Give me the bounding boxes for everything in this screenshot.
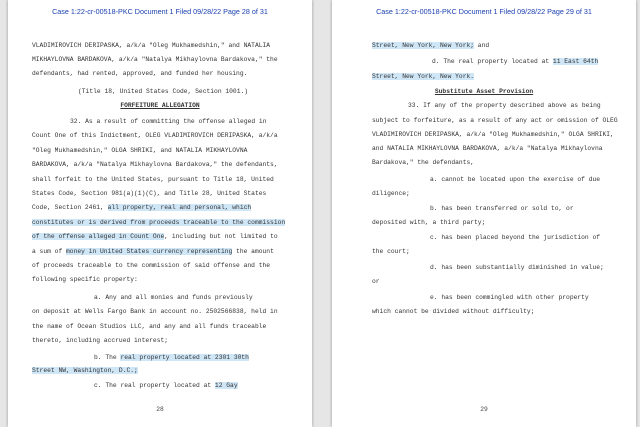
text-line: [332, 88, 636, 96]
text-line: [430, 234, 600, 242]
text-line: [430, 176, 600, 184]
highlighted-text: Street, New York, New York.: [372, 73, 475, 80]
line-text: subject to forfeiture, as a result of any act or omission of OLEG: [372, 117, 618, 124]
page-number: 29: [480, 406, 488, 413]
text-line: [372, 219, 485, 227]
line-text: the name of Ocean Studios LLC, and any and all funds traceable: [32, 323, 267, 330]
highlighted-text: 11 East 64th: [552, 58, 599, 65]
line-text: on deposit at Wells Fargo Bank in account no. 2502566838, held in: [32, 308, 278, 315]
highlighted-text: 12 Gay: [214, 382, 238, 389]
page-header: Case 1:22-cr-00518-PKC Document 1 Filed 09/28/22 Page 28 of 31: [52, 7, 268, 16]
text-line: [372, 145, 603, 153]
line-text: of proceeds traceable to the commission of said offense and the: [32, 262, 271, 269]
line-text: "Oleg Mukhamedshin," OLGA SHRIKI, and NATALIA MIKHAYLOVNA: [32, 147, 248, 154]
page-header: Case 1:22-cr-00518-PKC Document 1 Filed 09/28/22 Page 29 of 31: [376, 7, 592, 16]
line-text: (Title 18, United States Code, Section 1001.): [78, 88, 249, 95]
text-line: [32, 161, 278, 169]
text-line: [32, 204, 251, 212]
line-text: and NATALIA MIKHAYLOVNA BARDAKOVA, a/k/a "Natalya Mikhaylovna: [372, 145, 603, 152]
line-text: and: [474, 42, 490, 49]
text-line: [32, 132, 278, 140]
document-page-28: [8, 0, 312, 427]
text-line: [32, 56, 278, 64]
line-text: d. The real property located at: [432, 58, 553, 65]
text-line: [430, 294, 589, 302]
text-line: [372, 117, 618, 125]
text-line: [70, 118, 267, 126]
text-line: [8, 102, 312, 110]
text-line: [432, 58, 598, 66]
line-text: Count One of this Indictment, OLEG VLADIMIROVICH DERIPASKA, a/k/a: [32, 132, 278, 139]
line-text: VLADIMIROVICH DERIPASKA, a/k/a "Oleg Mukhamedshin," and NATALIA: [32, 42, 271, 49]
highlighted-text: real property located at 2301 30th: [120, 354, 249, 361]
line-text: e. has been commingled with other property: [430, 294, 589, 301]
line-text: 32. As a result of committing the offense alleged in: [70, 118, 267, 125]
line-text: the court;: [372, 248, 410, 255]
text-line: [372, 248, 410, 256]
highlighted-text: all property, real and personal, which: [107, 204, 252, 211]
text-line: [32, 276, 138, 284]
text-line: [32, 176, 274, 184]
line-text: the amount: [232, 248, 274, 255]
line-text: BARDAKOVA, a/k/a "Natalya Mikhaylovna Bardakova," the defendants,: [32, 161, 278, 168]
text-line: [408, 102, 601, 110]
line-text: 33. If any of the property described above as being: [408, 102, 601, 109]
line-text: shall forfeit to the United States, pursuant to Title 18, United: [32, 176, 274, 183]
line-text: VLADIMIROVICH DERIPASKA, a/k/a "Oleg Mukhamedshin," OLGA SHRIKI,: [372, 131, 614, 138]
text-line: [372, 278, 380, 286]
text-line: [372, 308, 535, 316]
text-line: [430, 205, 574, 213]
text-line: [32, 262, 270, 270]
line-text: b. The: [94, 354, 121, 361]
text-line: [94, 354, 249, 362]
line-text: a sum of: [32, 248, 67, 255]
line-text: Substitute Asset Provision: [434, 88, 534, 95]
line-text: following specific property:: [32, 276, 138, 283]
text-line: [32, 367, 138, 375]
line-text: FORFEITURE ALLEGATION: [120, 102, 200, 109]
line-text: b. has been transferred or sold to, or: [430, 205, 574, 212]
text-line: [372, 159, 474, 167]
text-line: [32, 323, 266, 331]
line-text: or: [372, 278, 380, 285]
line-text: a. cannot be located upon the exercise of due: [430, 176, 601, 183]
line-text: diligence;: [372, 190, 410, 197]
document-page-29: [332, 0, 636, 427]
text-line: [32, 233, 278, 241]
text-line: [32, 248, 274, 256]
text-line: [372, 190, 410, 198]
line-text: c. has been placed beyond the jurisdiction of: [430, 234, 601, 241]
line-text: which cannot be divided without difficulty;: [372, 308, 535, 315]
highlighted-text: of the offense alleged in Count One: [32, 233, 165, 240]
text-line: [32, 190, 266, 198]
highlighted-text: money in United States currency representing: [66, 248, 233, 255]
line-text: a. Any and all monies and funds previously: [94, 294, 253, 301]
text-line: [94, 294, 253, 302]
line-text: , including but not limited to: [164, 233, 278, 240]
line-text: d. has been substantially diminished in value;: [430, 264, 604, 271]
highlighted-text: constitutes or is derived from proceeds traceable to the commission: [32, 219, 286, 226]
text-line: [32, 337, 168, 345]
line-text: thereto, including accrued interest;: [32, 337, 169, 344]
line-text: MIKHAYLOVNA BARDAKOVA, a/k/a "Natalya Mikhaylovna Bardakova," the: [32, 56, 278, 63]
text-line: [430, 264, 604, 272]
line-text: deposited with, a third party;: [372, 219, 486, 226]
page-number: 28: [156, 406, 164, 413]
text-line: [32, 42, 270, 50]
line-text: Bardakova," the defendants,: [372, 159, 475, 166]
line-text: Code, Section 2461,: [32, 204, 108, 211]
text-line: [372, 131, 614, 139]
line-text: States Code, Section 981(a)(1)(C), and Title 28, United States: [32, 190, 267, 197]
text-line: [32, 70, 247, 78]
text-line: [372, 73, 474, 81]
text-line: [94, 382, 238, 390]
text-line: [32, 308, 278, 316]
text-line: [32, 147, 247, 155]
line-text: defendants, had rented, approved, and funded her housing.: [32, 70, 248, 77]
text-line: [32, 219, 285, 227]
highlighted-text: Street NW, Washington, D.C.;: [32, 367, 138, 374]
text-line: [372, 42, 489, 50]
line-text: c. The real property located at: [94, 382, 215, 389]
highlighted-text: Street, New York, New York;: [372, 42, 475, 49]
text-line: [78, 88, 248, 96]
